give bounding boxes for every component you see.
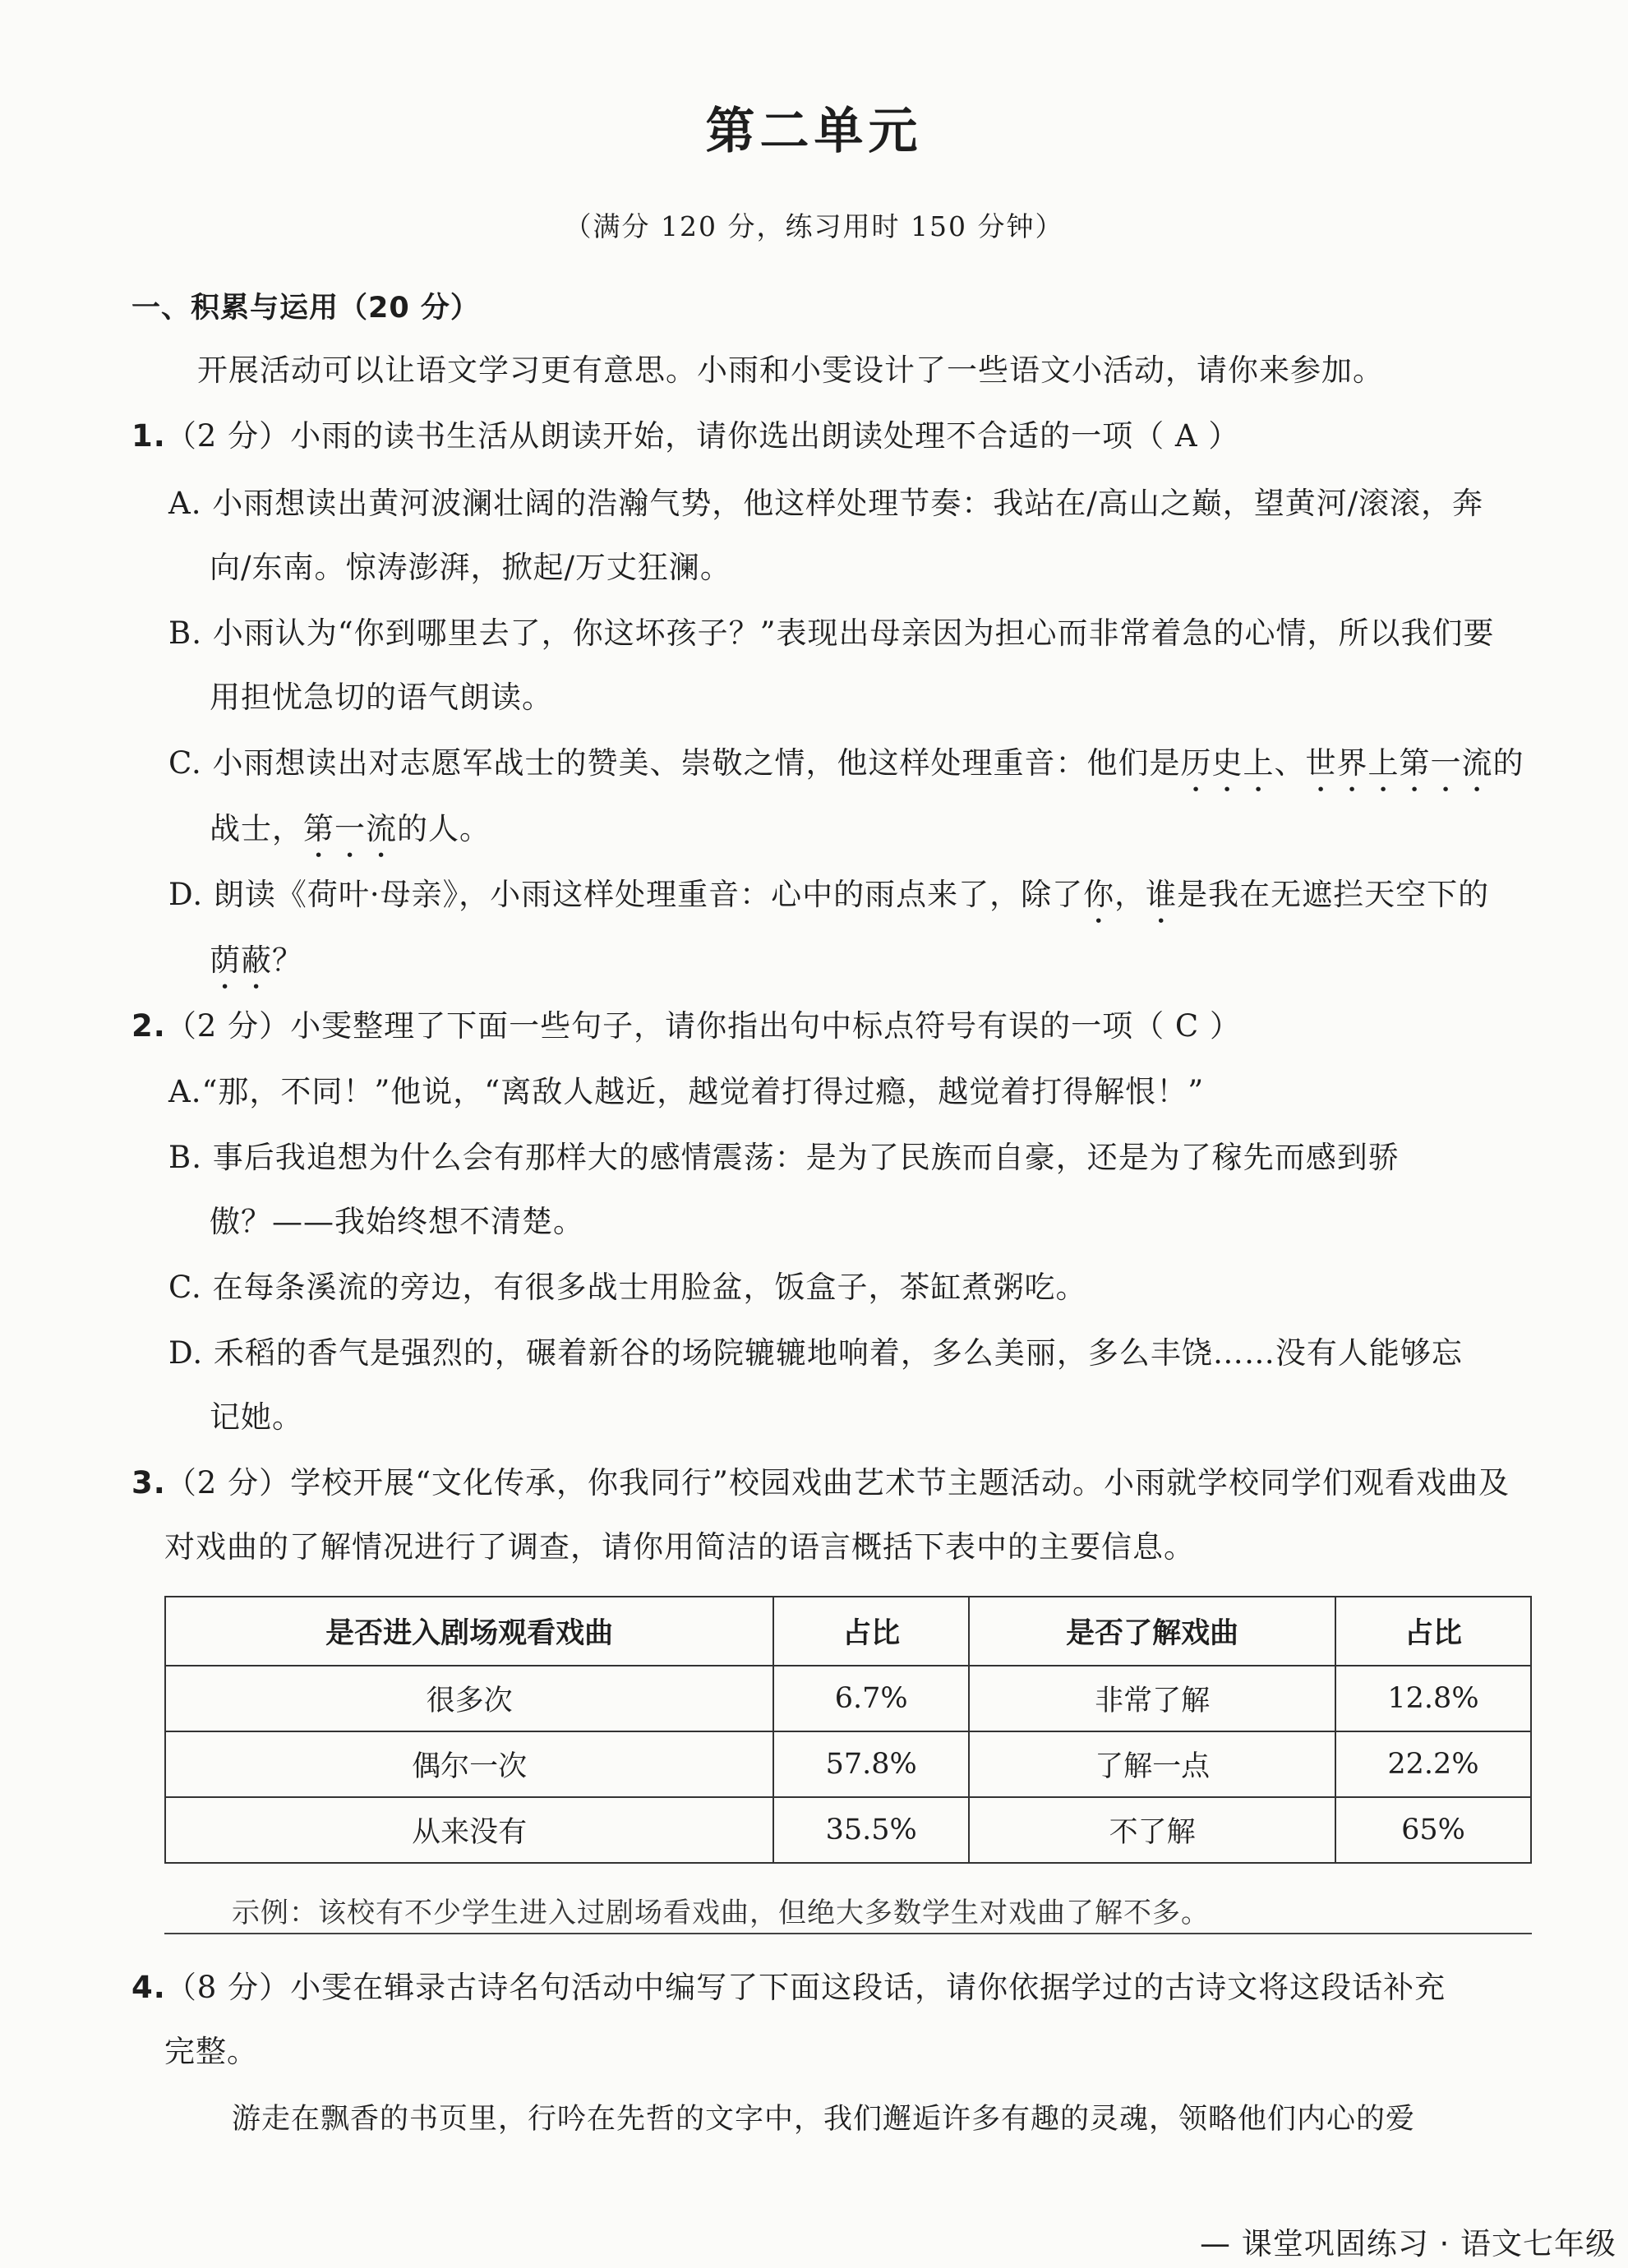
emphasis-text: 荫蔽 xyxy=(210,943,272,978)
text-segment: C. 小雨想读出对志愿军战士的赞美、崇敬之情，他这样处理重音：他们是 xyxy=(168,745,1181,781)
q2-option-d-line1: D. 禾稻的香气是强烈的，碾着新谷的场院辘辘地响着，多么美丽，多么丰饶……没有人能够忘 xyxy=(168,1335,1463,1371)
q2-option-a: A.“那，不同！”他说，“离敌人越近，越觉着打得过瘾，越觉着打得解恨！” xyxy=(168,1074,1205,1109)
q1-option-d-line1 xyxy=(168,876,1489,930)
emphasis-text: 第一流 xyxy=(1399,745,1493,781)
text-segment: ？ xyxy=(272,943,303,978)
table-row xyxy=(165,1666,1531,1731)
emphasis-text: 谁 xyxy=(1146,877,1178,912)
table-cell: 57.8% xyxy=(773,1731,969,1797)
q1-option-b-line2: 用担忧急切的语气朗读。 xyxy=(210,680,553,715)
emphasis-text: 历史上 xyxy=(1180,745,1275,781)
q2-option-c: C. 在每条溪流的旁边，有很多战士用脸盆，饭盒子，茶缸煮粥吃。 xyxy=(168,1270,1087,1305)
emphasis-text: 第一流 xyxy=(303,811,397,846)
text-segment: 战士， xyxy=(210,811,303,846)
question-1-stem xyxy=(131,417,1239,455)
unit-title: 第二单元 xyxy=(705,103,923,160)
table-row xyxy=(165,1731,1531,1797)
table-cell: 从来没有 xyxy=(165,1797,773,1863)
q1-option-d-line2 xyxy=(210,942,303,996)
question-number: 1. xyxy=(131,418,166,454)
emphasis-text: 世界上 xyxy=(1305,745,1400,781)
question-4-paragraph: 游走在飘香的书页里，行吟在先哲的文字中，我们邂逅许多有趣的灵魂，领略他们内心的爱 xyxy=(232,2103,1416,2136)
text-segment: 的 xyxy=(1492,745,1524,781)
question-3-stem xyxy=(131,1464,1510,1502)
text-segment: 是我在无遮拦天空下的 xyxy=(1177,877,1490,912)
question-number: 4. xyxy=(131,1970,166,2005)
emphasis-text: 你 xyxy=(1083,877,1115,912)
section-heading: 一、积累与运用（20 分） xyxy=(131,292,480,325)
q1-option-a-line1: A. 小雨想读出黄河波澜壮阔的浩瀚气势，他这样处理节奏：我站在/高山之巅，望黄河/滚滚，奔 xyxy=(168,486,1484,521)
q1-option-c-line1 xyxy=(168,744,1524,799)
q2-option-b-line2: 傲？——我始终想不清楚。 xyxy=(210,1204,584,1239)
table-cell: 偶尔一次 xyxy=(165,1731,773,1797)
q1-option-b-line1: B. 小雨认为“你到哪里去了，你这坏孩子？”表现出母亲因为担心而非常着急的心情，所以我们要 xyxy=(168,615,1495,651)
table-cell: 非常了解 xyxy=(969,1666,1335,1731)
table-cell: 很多次 xyxy=(165,1666,773,1731)
text-segment: ， xyxy=(1114,877,1146,912)
question-4-stem-line2: 完整。 xyxy=(164,2034,258,2069)
question-4-stem xyxy=(131,1969,1446,2007)
question-text: （2 分）小雨的读书生活从朗读开始，请你选出朗读处理不合适的一项（ A ） xyxy=(165,418,1240,454)
table-cell: 22.2% xyxy=(1335,1731,1531,1797)
q2-option-b-line1: B. 事后我追想为什么会有那样大的感情震荡：是为了民族而自豪，还是为了稼先而感到骄 xyxy=(168,1140,1400,1175)
table-cell: 了解一点 xyxy=(969,1731,1335,1797)
q1-option-c-line2 xyxy=(210,810,491,864)
table-header-cell: 占比 xyxy=(773,1597,969,1666)
table-header-cell: 是否了解戏曲 xyxy=(969,1597,1335,1666)
table-header-row xyxy=(165,1597,1531,1666)
text-segment: 、 xyxy=(1274,745,1306,781)
score-time-note: （满分 120 分，练习用时 150 分钟） xyxy=(564,210,1064,242)
question-number: 3. xyxy=(131,1465,166,1500)
table-header-cell: 占比 xyxy=(1335,1597,1531,1666)
table-cell: 不了解 xyxy=(969,1797,1335,1863)
table-row xyxy=(165,1797,1531,1863)
text-segment: 的人。 xyxy=(397,811,491,846)
question-text: （8 分）小雯在辑录古诗名句活动中编写了下面这段话，请你依据学过的古诗文将这段话补充 xyxy=(165,1970,1446,2005)
question-text: （2 分）小雯整理了下面一些句子，请你指出句中标点符号有误的一项（ C ） xyxy=(165,1008,1241,1044)
page-footer: — 课堂巩固练习 · 语文七年级 xyxy=(1200,2226,1617,2261)
answer-example: 示例：该校有不少学生进入过剧场看戏曲，但绝大多数学生对戏曲了解不多。 xyxy=(232,1897,1210,1929)
intro-text: 开展活动可以让语文学习更有意思。小雨和小雯设计了一些语文小活动，请你来参加。 xyxy=(197,353,1384,388)
question-3-stem-line2: 对戏曲的了解情况进行了调查，请你用简洁的语言概括下表中的主要信息。 xyxy=(164,1529,1195,1565)
survey-table xyxy=(164,1596,1532,1864)
text-segment: D. 朗读《荷叶·母亲》，小雨这样处理重音：心中的雨点来了，除了 xyxy=(168,877,1084,912)
question-text: （2 分）学校开展“文化传承，你我同行”校园戏曲艺术节主题活动。小雨就学校同学们观看戏曲及 xyxy=(165,1465,1510,1500)
table-header-cell: 是否进入剧场观看戏曲 xyxy=(165,1597,773,1666)
answer-line xyxy=(164,1933,1532,1934)
q2-option-d-line2: 记她。 xyxy=(210,1399,303,1435)
table-cell: 6.7% xyxy=(773,1666,969,1731)
q1-option-a-line2: 向/东南。惊涛澎湃，掀起/万丈狂澜。 xyxy=(210,550,731,585)
table-cell: 65% xyxy=(1335,1797,1531,1863)
table-cell: 12.8% xyxy=(1335,1666,1531,1731)
question-2-stem xyxy=(131,1007,1241,1045)
question-number: 2. xyxy=(131,1008,166,1044)
table-cell: 35.5% xyxy=(773,1797,969,1863)
